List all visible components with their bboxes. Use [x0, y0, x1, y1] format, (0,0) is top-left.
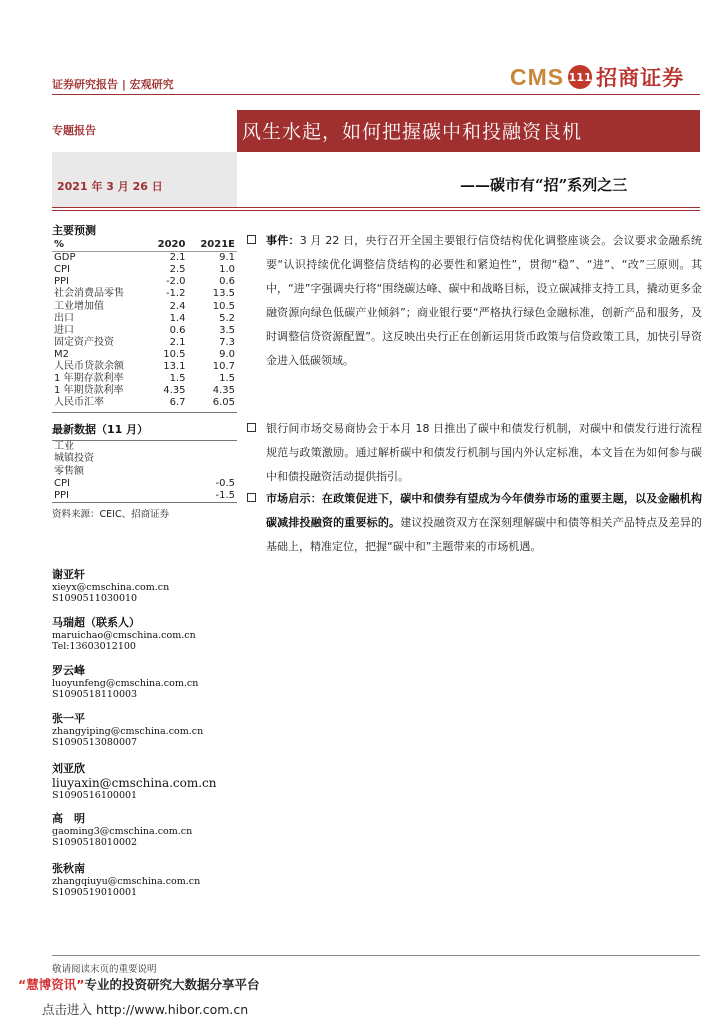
table-row: [52, 313, 237, 325]
analyst-name: 罗云峰: [52, 664, 85, 677]
table-row: [52, 300, 237, 312]
row-value-2021e: 13.5: [212, 288, 235, 300]
event-lead: 事件：: [266, 234, 300, 247]
row-label: 固定资产投资: [54, 336, 114, 348]
analyst-card: [52, 710, 237, 760]
logo-text-cn: 招商证券: [596, 66, 685, 90]
forecast-heading: 主要预测: [52, 224, 96, 237]
col-unit: %: [52, 239, 147, 252]
row-label: 人民币汇率: [54, 397, 104, 409]
row-value-2021e: 9.0: [219, 348, 235, 360]
analyst-name: 马瑞超（联系人）: [52, 616, 140, 629]
wm-text: 专业的投资研究大数据分享平台: [84, 977, 260, 992]
analyst-email[interactable]: zhangqiuyu@cmschina.com.cn: [52, 876, 201, 887]
table-row: [52, 361, 237, 373]
report-type: 证券研究报告 | 宏观研究: [52, 78, 174, 91]
row-value-2021e: 3.5: [219, 324, 235, 336]
table-row: [52, 441, 237, 453]
report-date: 2021 年 3 月 26 日: [57, 180, 163, 193]
row-value-2020: 6.7: [169, 397, 186, 409]
analyst-name: 高 明: [52, 812, 85, 825]
logo-text-en: CMS: [510, 63, 565, 90]
row-label: 工业增加值: [54, 300, 104, 312]
analyst-card: [52, 760, 237, 810]
row-label: 进口: [54, 324, 74, 336]
row-value-2020: 10.5: [163, 348, 186, 360]
checkbox-bullet-icon: [247, 493, 256, 502]
row-label: 工业: [54, 441, 74, 453]
data-source: 资料来源：CEIC、招商证券: [52, 508, 170, 520]
row-value-2020: 1.5: [169, 373, 186, 385]
event-paragraph: [247, 229, 702, 373]
row-value-2020: 2.4: [169, 300, 186, 312]
analyst-card: [52, 810, 237, 860]
analyst-name: 张一平: [52, 712, 85, 725]
table-row: [52, 490, 237, 502]
analyst-name: 张秋南: [52, 862, 85, 875]
implication-text: [266, 487, 702, 559]
analyst-id: S1090518110003: [52, 689, 138, 700]
table-row: [52, 325, 237, 337]
mechanism-paragraph: [247, 417, 702, 489]
analyst-id: S1090511030010: [52, 593, 138, 604]
forecast-section: [52, 222, 237, 520]
checkbox-bullet-icon: [247, 235, 256, 244]
analyst-email[interactable]: luoyunfeng@cmschina.com.cn: [52, 678, 199, 689]
row-label: CPI: [54, 264, 70, 276]
analyst-email[interactable]: maruichao@cmschina.com.cn: [52, 630, 196, 641]
divider-rule: [52, 207, 700, 208]
row-label: GDP: [54, 252, 76, 264]
row-label: PPI: [54, 489, 70, 501]
row-value: -1.5: [215, 489, 235, 501]
row-value: [173, 441, 237, 453]
row-label: 零售额: [54, 465, 84, 477]
row-value-2021e: 1.5: [219, 373, 235, 385]
row-value-2020: 4.35: [163, 385, 186, 397]
wm-quote-open: “: [18, 977, 27, 992]
implication-bold: 在政策促进下，碳中和债券有望成为今年债券市场的重要主题，以及金融机构碳减排投融资的重要标的。: [266, 492, 702, 529]
mechanism-text: 银行间市场交易商协会于本月 18 日推出了碳中和债发行机制，对碳中和债发行进行流程规范与政策激励。通过解析碳中和债发行机制与国内外认定标准，本文旨在为如何参与碳中和债投融资活动提供指引。: [266, 422, 702, 483]
row-value-2021e: 7.3: [219, 336, 235, 348]
row-label: 城镇投资: [54, 453, 94, 465]
latest-table: [52, 441, 237, 501]
analyst-name: 谢亚轩: [52, 568, 85, 581]
latest-bottom-separator: [52, 502, 237, 503]
row-label: 人民币贷款余额: [54, 360, 124, 372]
row-label: PPI: [54, 276, 70, 288]
header-rule: [52, 94, 700, 95]
event-body: 3 月 22 日，央行召开全国主要银行信贷结构优化调整座谈会。会议要求金融系统要“认识持续优化调整信贷结构的必要性和紧迫性”，贯彻“稳”、“进”、“改”三原则。其中，“进”字强调央行将“围绕碳达峰、碳中和战略目标，设立碳减排支持工具，撬动更多金融资源向绿色低碳产业倾斜”；商业银行要“严格执行绿色金融标准，创新产品和服务，及时调整信贷资源配置”。这反映出央行正在创新运用货币政策与信贷政策工具，加快引导资金进入低碳领域。: [266, 234, 703, 367]
analyst-card: [52, 662, 237, 710]
analyst-id: S1090518010002: [52, 837, 138, 848]
analyst-email[interactable]: zhangyiping@cmschina.com.cn: [52, 726, 204, 737]
analyst-card: [52, 860, 237, 908]
wm-brand: 慧博资讯: [26, 977, 77, 992]
forecast-header-row: [52, 239, 237, 252]
watermark-brand: [18, 975, 259, 993]
row-value-2021e: 9.1: [219, 252, 235, 264]
report-category: 专题报告: [52, 124, 96, 137]
row-value-2020: 2.5: [169, 264, 186, 276]
footer-rule: [52, 955, 700, 956]
table-row: [52, 337, 237, 349]
row-value: -0.5: [215, 477, 235, 489]
row-value-2020: 0.6: [169, 324, 186, 336]
row-value-2020: -1.2: [165, 288, 186, 300]
forecast-table: [52, 239, 237, 409]
divider-rule-2: [52, 210, 700, 211]
row-value-2021e: 5.2: [219, 312, 235, 324]
row-label: CPI: [54, 477, 70, 489]
event-text: [266, 229, 702, 373]
row-label: 出口: [54, 312, 74, 324]
table-row: [52, 373, 237, 385]
row-label: M2: [54, 348, 69, 360]
cms-logo: [510, 60, 684, 94]
disclaimer: 敬请阅读末页的重要说明: [52, 964, 157, 975]
implication-paragraph: [247, 487, 702, 559]
row-value-2020: -2.0: [165, 276, 186, 288]
table-row: [52, 264, 237, 276]
row-value: [173, 453, 237, 465]
row-value-2021e: 1.0: [219, 264, 235, 276]
row-value-2021e: 10.5: [212, 300, 235, 312]
table-row: [52, 453, 237, 465]
row-value-2021e: 6.05: [212, 397, 235, 409]
row-value: [173, 466, 237, 478]
wm-quote-close: ”: [76, 977, 85, 992]
logo-seal-icon: 111: [568, 65, 592, 89]
analyst-email[interactable]: liuyaxin@cmschina.com.cn: [52, 776, 217, 790]
row-label: 社会消费品零售: [54, 288, 124, 300]
table-row: [52, 349, 237, 361]
analyst-id: S1090519010001: [52, 887, 138, 898]
row-label: 1 年期贷款利率: [54, 385, 124, 397]
table-separator: [52, 412, 237, 413]
analyst-email[interactable]: gaoming3@cmschina.com.cn: [52, 826, 193, 837]
analyst-name: 刘亚欣: [52, 762, 85, 775]
table-row: [52, 397, 237, 409]
analyst-email[interactable]: xieyx@cmschina.com.cn: [52, 582, 170, 593]
table-row: [52, 288, 237, 300]
row-value-2021e: 10.7: [212, 360, 235, 372]
table-row: [52, 252, 237, 265]
col-2021e: 2021E: [187, 239, 237, 252]
row-value-2021e: 0.6: [219, 276, 235, 288]
analyst-id: Tel:13603012100: [52, 641, 136, 652]
latest-heading: 最新数据（11 月）: [52, 423, 149, 437]
row-value-2020: 1.4: [169, 312, 186, 324]
table-row: [52, 466, 237, 478]
row-value-2020: 2.1: [169, 252, 186, 264]
analyst-id: S1090513080007: [52, 737, 138, 748]
analyst-id: S1090516100001: [52, 790, 138, 801]
row-label: 1 年期存款利率: [54, 373, 124, 385]
analyst-card: [52, 566, 237, 614]
report-subtitle: ——碳市有“招”系列之三: [460, 176, 628, 194]
table-row: [52, 478, 237, 490]
implication-body: 建议投融资双方在深刻理解碳中和债等相关产品特点及差异的基础上，精准定位，把握“碳中和”主题带来的市场机遇。: [266, 516, 703, 553]
row-value-2020: 2.1: [169, 336, 186, 348]
report-title: 风生水起，如何把握碳中和投融资良机: [242, 121, 583, 143]
table-row: [52, 385, 237, 397]
implication-lead: 市场启示：: [266, 492, 322, 505]
table-row: [52, 276, 237, 288]
checkbox-bullet-icon: [247, 423, 256, 432]
col-2020: 2020: [147, 239, 188, 252]
analyst-card: [52, 614, 237, 662]
watermark-link[interactable]: 点击进入 http://www.hibor.com.cn: [42, 1002, 249, 1017]
row-value-2020: 13.1: [163, 360, 186, 372]
row-value-2021e: 4.35: [212, 385, 235, 397]
analyst-list: [52, 566, 237, 908]
